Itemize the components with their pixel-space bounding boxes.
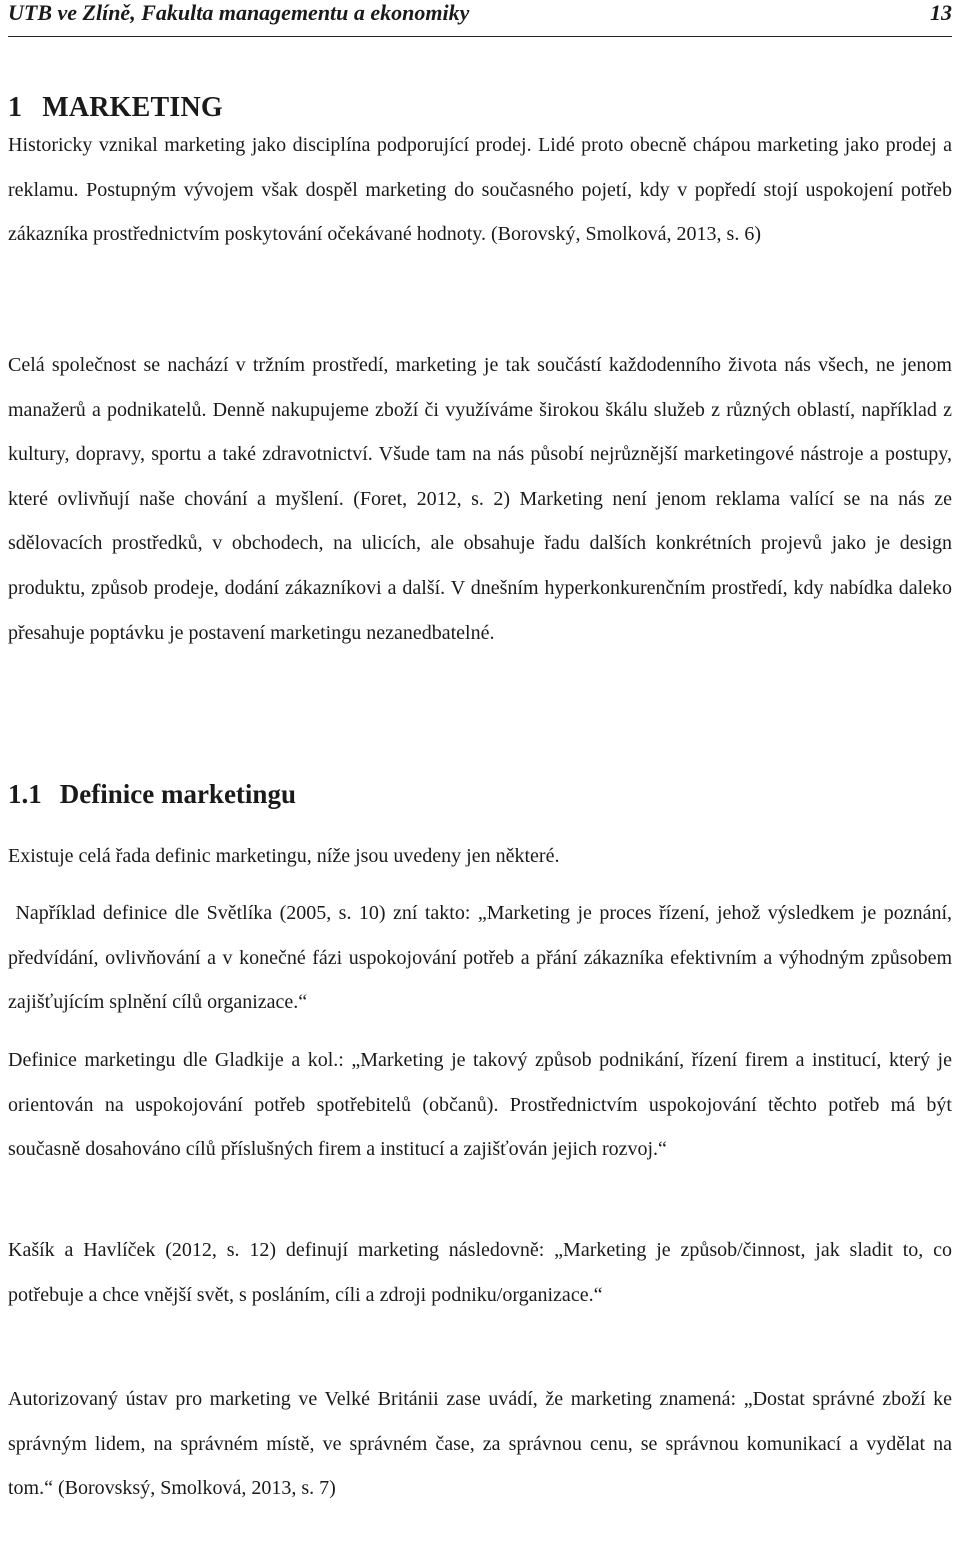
paragraph-definitions-intro: Existuje celá řada definic marketingu, níže jsou uvedeny jen některé. bbox=[8, 845, 560, 867]
running-header bbox=[8, 0, 952, 37]
section-heading bbox=[8, 776, 296, 812]
section-number: 1.1 bbox=[8, 779, 42, 809]
paragraph-definition-kasik: Kašík a Havlíček (2012, s. 12) definují marketing následovně: „Marketing je způsob/činnost, jak sladit to, co potřebuje a chce vnější svět, s posláním, cíli a zdroji podniku/organizace.“ bbox=[8, 1239, 952, 1306]
page-number: 13 bbox=[930, 0, 952, 25]
chapter-heading bbox=[8, 90, 223, 126]
document-page bbox=[8, 0, 958, 1500]
paragraph-intro-1: Historicky vznikal marketing jako disciplína podporující prodej. Lidé proto obecně chápou marketing jako prodej a reklamu. Postupným vývojem však dospěl marketing do současného pojetí, kdy v popředí stojí uspokojení potřeb zákazníka prostřednictvím poskytování očekávané hodnoty. (Borovský, Smolková, 2013, s. 6) bbox=[8, 134, 952, 246]
chapter-title: MARKETING bbox=[42, 92, 223, 123]
paragraph-intro-2: Celá společnost se nachází v tržním prostředí, marketing je tak součástí každodenního života nás všech, ne jenom manažerů a podnikatelů. Denně nakupujeme zboží či využíváme širokou škálu služeb z různých oblastí, například z kultury, dopravy, sportu a také zdravotnictví. Všude tam na nás působí nejrůznější marketingové nástroje a postupy, které ovlivňují naše chování a myšlení. (Foret, 2012, s. 2) Marketing není jenom reklama valící se na nás ze sdělovacích prostředků, v obchodech, na ulicích, ale obsahuje řadu dalších konkrétních projevů jako je design produktu, způsob prodeje, dodání zákazníkovi a další. V dnešním hyperkonkurenčním prostředí, kdy nabídka daleko přesahuje poptávku je postavení marketingu nezanedbatelné. bbox=[8, 354, 952, 644]
paragraph-definition-gladkij: Definice marketingu dle Gladkije a kol.: „Marketing je takový způsob podnikání, řízení firem a institucí, který je orientován na uspokojování potřeb spotřebitelů (občanů). Prostřednictvím uspokojování těchto potřeb má být současně dosahováno cílů příslušných firem a institucí a zajišťován jejich rozvoj.“ bbox=[8, 1049, 952, 1161]
paragraph-definition-svetlik: Například definice dle Světlíka (2005, s. 10) zní takto: „Marketing je proces řízení, jehož výsledkem je poznání, předvídání, ovlivňování a v konečné fázi uspokojování potřeb a přání zákazníka efektivním a výhodným způsobem zajišťujícím splnění cílů organizace.“ bbox=[8, 902, 958, 1014]
chapter-number: 1 bbox=[8, 92, 23, 123]
header-title: UTB ve Zlíně, Fakulta managementu a ekonomiky bbox=[8, 0, 470, 25]
section-title: Definice marketingu bbox=[59, 779, 296, 809]
paragraph-definition-uk-institute: Autorizovaný ústav pro marketing ve Velké Británii zase uvádí, že marketing znamená: „Dostat správné zboží ke správným lidem, na správném místě, ve správném čase, za správnou cenu, se správnou komunikací a vydělat na tom.“ (Borovsksý, Smolková, 2013, s. 7) bbox=[8, 1388, 952, 1500]
